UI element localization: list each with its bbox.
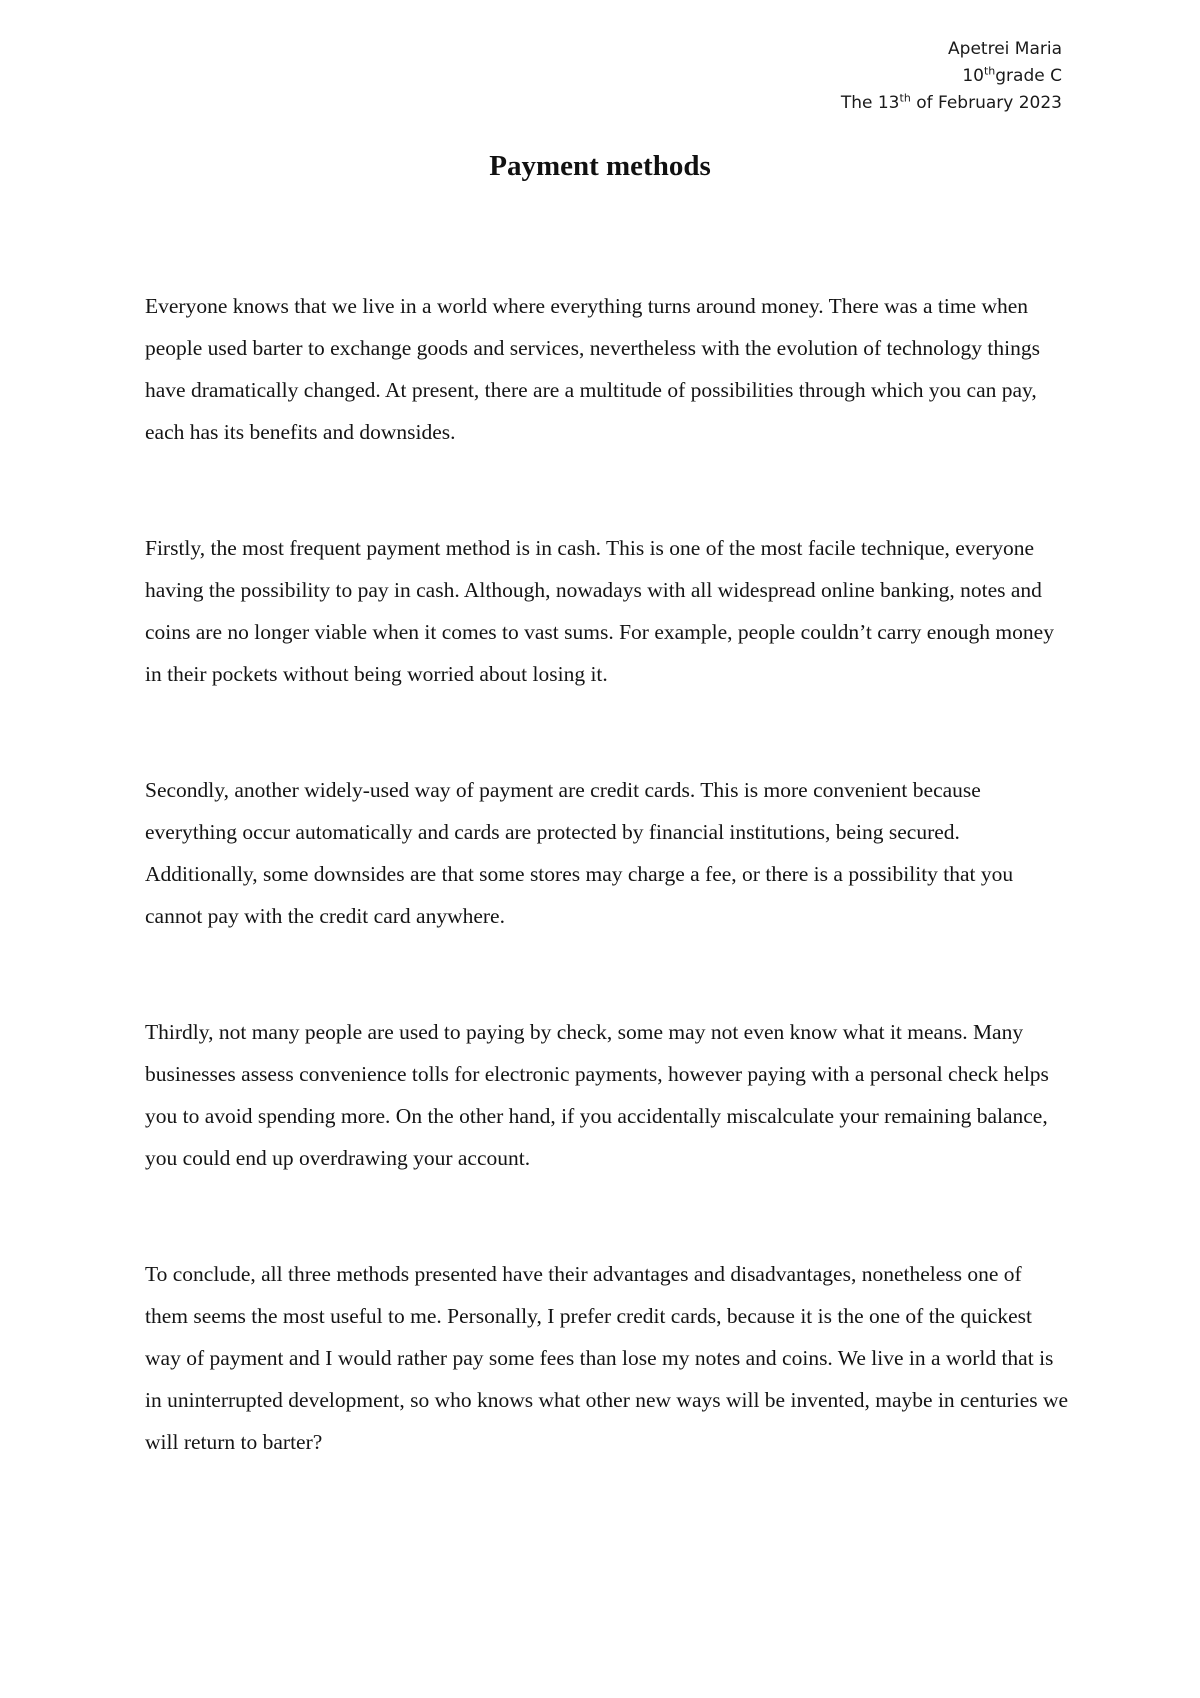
grade-rest: grade C: [995, 66, 1062, 86]
author-name: Apetrei Maria: [948, 39, 1062, 59]
date-line: [841, 90, 1062, 117]
paragraph-credit-cards: Secondly, another widely-used way of payment are credit cards. This is more convenient because everything occur automatically and cards are protected by financial institutions, being secured. Additionally, some downsides are that some stores may charge a fee, or there is a possibility that you cannot pay with the credit card anywhere.: [145, 778, 1014, 928]
essay-body: [145, 285, 1070, 1537]
document-header: [841, 36, 1062, 117]
paragraph-introduction: Everyone knows that we live in a world where everything turns around money. There was a time when people used barter to exchange goods and services, nevertheless with the evolution of technology things have dramatically changed. At present, there are a multitude of possibilities through which you can pay, each has its benefits and downsides.: [145, 294, 1040, 444]
paragraph-check: Thirdly, not many people are used to paying by check, some may not even know what it means. Many businesses assess convenience tolls for electronic payments, however paying with a personal check helps you to avoid spending more. On the other hand, if you accidentally miscalculate your remaining balance, you could end up overdrawing your account.: [145, 1020, 1049, 1170]
date-ordinal-suffix: th: [899, 91, 911, 105]
paragraph-cash: Firstly, the most frequent payment method is in cash. This is one of the most facile technique, everyone having the possibility to pay in cash. Although, nowadays with all widespread online banking, notes and coins are no longer viable when it comes to vast sums. For example, people couldn’t carry enough money in their pockets without being worried about losing it.: [145, 536, 1054, 686]
grade-number: 10: [962, 66, 984, 86]
date-rest: of February 2023: [910, 93, 1062, 113]
grade-ordinal-suffix: th: [983, 64, 996, 78]
paragraph-conclusion: To conclude, all three methods presented have their advantages and disadvantages, nonetheless one of them seems the most useful to me. Personally, I prefer credit cards, because it is the one of the quickest way of payment and I would rather pay some fees than lose my notes and coins. We live in a world that is in uninterrupted development, so who knows what other new ways will be invented, maybe in centuries we will return to barter?: [145, 1262, 1069, 1454]
page-title: Payment methods: [489, 150, 711, 182]
grade-line: [841, 63, 1062, 90]
date-prefix: The 13: [840, 93, 900, 113]
